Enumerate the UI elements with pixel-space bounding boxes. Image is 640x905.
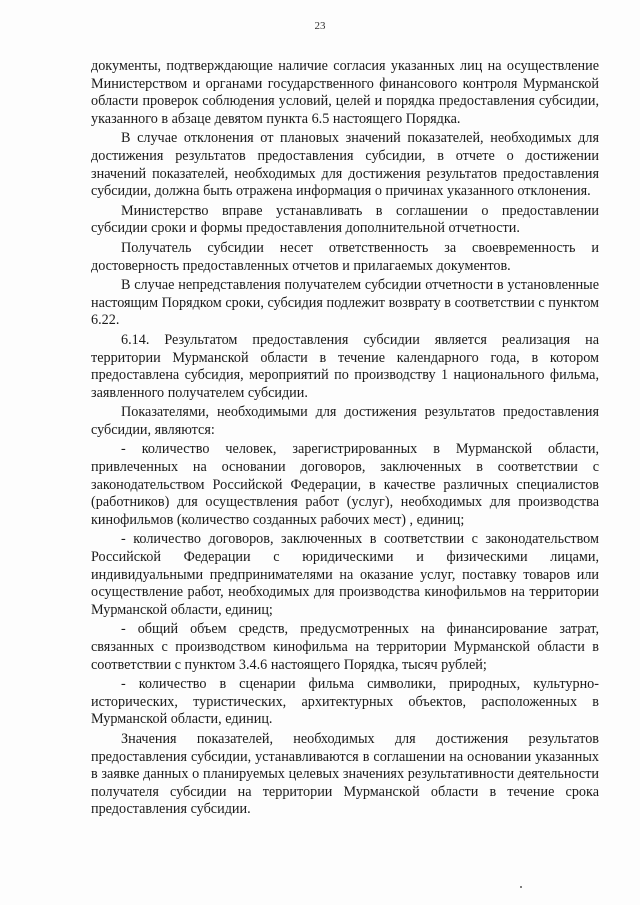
- paragraph-4: Получатель субсидии несет ответственность за своевременность и достоверность предоставленных отчетов и прилагаемых документов.: [91, 239, 599, 274]
- paragraph-7: Показателями, необходимыми для достижения результатов предоставления субсидии, являются:: [91, 404, 599, 438]
- paragraph-12: Значения показателей, необходимых для достижения результатов предоставления субсидии, устанавливаются в соглашении на основании указанных в заявке данных о планируемых целевых значениях результативности деятельности получателя субсидии на территории Мурманской области в течение срока предоставления субсидии.: [91, 730, 599, 818]
- paragraph-1: документы, подтверждающие наличие согласия указанных лиц на осуществление Министерством и органами государственного финансового контроля Мурманской области проверок соблюдения условий, целей и порядка предоставления субсидии, указанного в абзаце девятом пункта 6.5 настоящего Порядка.: [91, 58, 599, 127]
- paragraph-8: - количество человек, зарегистрированных в Мурманской области, привлеченных на основании договоров, заключенных в соответствии с законодательством Российской Федерации, в качестве различных специалистов (работников) для осуществления работ (услуг), необходимых для производства кинофильмов (количество созданных рабочих мест) , единиц;: [91, 441, 599, 528]
- scan-speck: [520, 886, 522, 888]
- paragraph-5: В случае непредставления получателем субсидии отчетности в установленные настоящим Порядком сроки, субсидия подлежит возврату в соответствии с пунктом 6.22.: [91, 277, 599, 329]
- paragraph-6: 6.14. Результатом предоставления субсидии является реализация на территории Мурманской области в течение календарного года, в котором предоставлена субсидия, мероприятий по производству 1 национального фильма, заявленного получателем субсидии.: [91, 331, 599, 401]
- paragraph-10: - общий объем средств, предусмотренных на финансирование затрат, связанных с производством кинофильма на территории Мурманской области в соответствии с пунктом 3.4.6 настоящего Порядка, тысяч рублей;: [91, 621, 599, 673]
- paragraph-2: В случае отклонения от плановых значений показателей, необходимых для достижения результатов предоставления субсидии, в отчете о достижении значений показателей, необходимых для достижения результатов предоставления субсидии, должна быть отражена информация о причинах указанного отклонения.: [91, 130, 599, 200]
- document-body: [91, 58, 599, 819]
- paragraph-3: Министерство вправе устанавливать в соглашении о предоставлении субсидии сроки и формы предоставления дополнительной отчетности.: [91, 202, 599, 237]
- page-number: 23: [314, 20, 326, 32]
- paragraph-11: - количество в сценарии фильма символики, природных, культурно-исторических, туристических, архитектурных объектов, расположенных в Мурманской области, единиц.: [91, 676, 599, 728]
- paragraph-9: - количество договоров, заключенных в соответствии с законодательством Российской Федерации с юридическими и физическими лицами, индивидуальными предпринимателями на оказание услуг, поставку товаров или осуществление работ, необходимых для производства кинофильмов на территории Мурманской области, единиц;: [91, 531, 599, 618]
